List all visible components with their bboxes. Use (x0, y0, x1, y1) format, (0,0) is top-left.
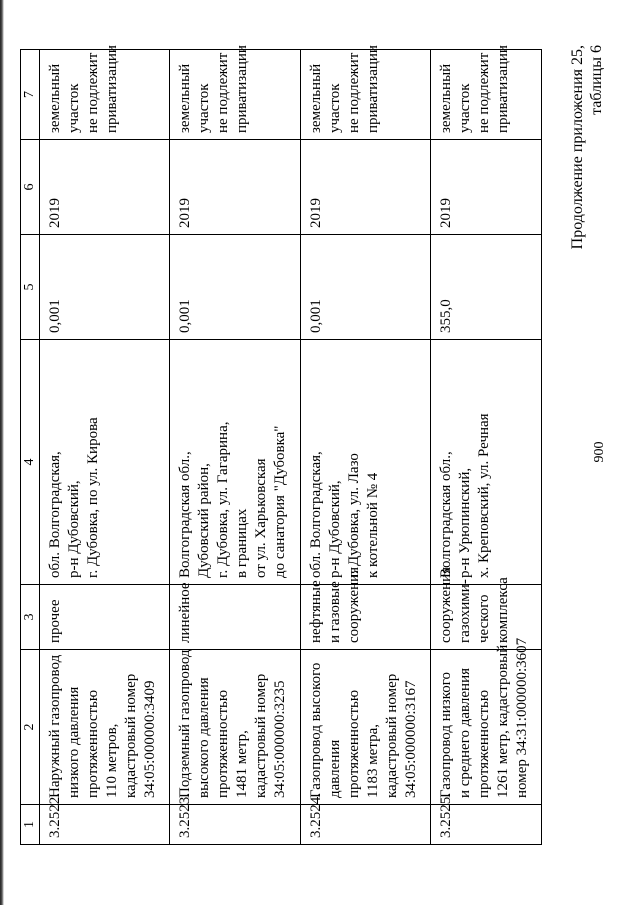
object-value: 355,0 (431, 235, 542, 340)
object-year: 2019 (170, 140, 300, 235)
object-name: Газопровод низкого и среднего давления протяженностью 1261 метр, кадастровый номер 34:31:000000:3607 (431, 650, 542, 805)
object-address: обл. Волгоградская, р-н Дубовский, г. Дубовка, по ул. Кирова (40, 340, 170, 585)
row-number: 3.2522. (40, 805, 170, 845)
header-cell: 5 (21, 235, 40, 340)
object-value: 0,001 (170, 235, 300, 340)
table-row (40, 50, 170, 845)
row-number: 3.2524. (300, 805, 430, 845)
row-number: 3.2525. (431, 805, 542, 845)
table-row (170, 50, 300, 845)
object-status: земельный участок не подлежит приватизации (300, 50, 430, 140)
header-cell: 1 (21, 805, 40, 845)
object-type: нефтяные и газовые сооружения (300, 585, 430, 650)
object-address: обл. Волгоградская, р-н Дубовский, г. Дубовка, ул. Лазо к котельной № 4 (300, 340, 430, 585)
object-name: Газопровод высокого давления протяженностью 1183 метра, кадастровый номер 34:05:000000:3167 (300, 650, 430, 805)
header-cell: 7 (21, 50, 40, 140)
object-year: 2019 (431, 140, 542, 235)
row-number: 3.2523. (170, 805, 300, 845)
object-year: 2019 (300, 140, 430, 235)
object-value: 0,001 (300, 235, 430, 340)
object-type: линейное (170, 585, 300, 650)
object-address: Волгоградская обл., р-н Урюпинский, х. Креповский, ул. Речная (431, 340, 542, 585)
table-row (431, 50, 542, 845)
continuation-note (568, 45, 606, 255)
header-cell: 3 (21, 585, 40, 650)
continuation-line: таблицы 6 (588, 45, 605, 115)
header-row (21, 50, 40, 845)
object-name: Наружный газопровод низкого давления протяженностью 110 метров, кадастровый номер 34:05:000000:3409 (40, 650, 170, 805)
object-name: Подземный газопровод высокого давления протяженностью 1481 метр, кадастровый номер 34:05:000000:3235 (170, 650, 300, 805)
object-type: прочее (40, 585, 170, 650)
header-cell: 2 (21, 650, 40, 805)
table-row (300, 50, 430, 845)
object-status: земельный участок не подлежит приватизации (431, 50, 542, 140)
object-year: 2019 (40, 140, 170, 235)
header-cell: 6 (21, 140, 40, 235)
object-value: 0,001 (40, 235, 170, 340)
page-number: 900 (592, 441, 607, 463)
object-address: Волгоградская обл., Дубовский район, г. Дубовка, ул. Гагарина, в границах от ул. Харьковская до санатория "Дубовка" (170, 340, 300, 585)
object-type: сооружения газохими- ческого комплекса (431, 585, 542, 650)
object-status: земельный участок не подлежит приватизации (40, 50, 170, 140)
data-table (20, 45, 542, 845)
object-status: земельный участок не подлежит приватизации (170, 50, 300, 140)
header-cell: 4 (21, 340, 40, 585)
continuation-line: Продолжение приложения 25, (569, 45, 586, 250)
